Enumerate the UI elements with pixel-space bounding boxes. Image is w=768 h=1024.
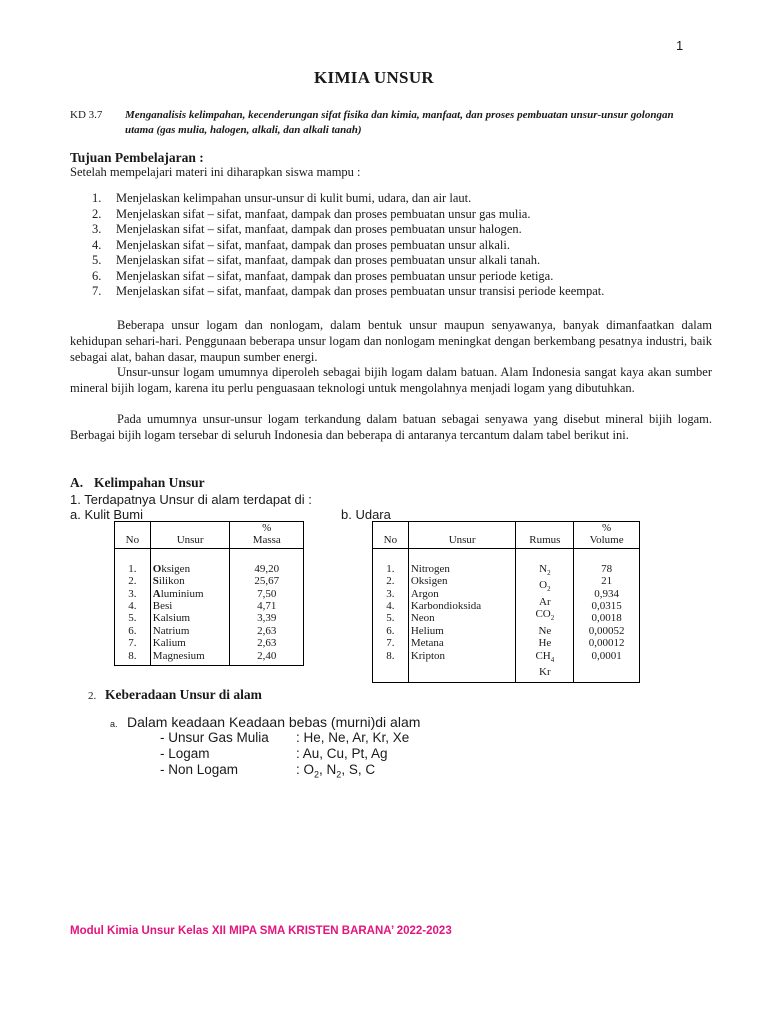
no-column: 1. 2. 3. 4. 5. 6. 7. 8. bbox=[115, 548, 151, 665]
free-element-value: : Au, Cu, Pt, Ag bbox=[296, 746, 388, 761]
header-no: No bbox=[115, 522, 151, 549]
free-element-label: - Logam bbox=[160, 746, 210, 761]
unsur-column: Oksigen Silikon Aluminium Besi Kalsium Natrium Kalium Magnesium bbox=[150, 548, 230, 665]
goal-item: 3. Menjelaskan sifat – sifat, manfaat, dampak dan proses pembuatan unsur halogen. bbox=[92, 222, 522, 236]
header-unsur: Unsur bbox=[150, 522, 230, 549]
kd-description: Menganalisis kelimpahan, kecenderungan sifat fisika dan kimia, manfaat, dan proses pembuatan unsur-unsur golongan utama (gas mulia, halogen, alkali, dan alkali tanah) bbox=[125, 109, 674, 136]
page-number: 1 bbox=[676, 38, 684, 53]
goal-item: 5. Menjelaskan sifat – sifat, manfaat, dampak dan proses pembuatan unsur alkali tanah. bbox=[92, 253, 541, 267]
table-header-row bbox=[115, 522, 304, 549]
header-no: No bbox=[373, 522, 409, 549]
section-a-heading: A. Kelimpahan Unsur bbox=[70, 475, 205, 490]
table-header-row bbox=[373, 522, 640, 549]
free-element-value: : $O_2$, $N_2$, S, C bbox=[296, 762, 376, 780]
udara-table bbox=[372, 521, 640, 683]
tujuan-intro: Setelah mempelajari materi ini diharapkan siswa mampu : bbox=[70, 165, 361, 179]
table-body bbox=[115, 548, 304, 665]
section-2a-heading: a. Dalam keadaan Keadaan bebas (murni)di alam bbox=[110, 714, 421, 730]
volume-column: 78 21 0,934 0,0315 0,0018 0,00052 0,00012 0,0001 bbox=[574, 548, 640, 682]
learning-goals-list bbox=[92, 191, 604, 300]
free-element-value: : He, Ne, Ar, Kr, Xe bbox=[296, 730, 410, 745]
section-2-heading: 2. Keberadaan Unsur di alam bbox=[88, 687, 262, 702]
massa-column: 49,20 25,67 7,50 4,71 3,39 2,63 2,63 2,40 bbox=[230, 548, 304, 665]
paragraph-3: Pada umumnya unsur-unsur logam terkandung dalam batuan sebagai senyawa yang disebut mineral bijih logam. Berbagai bijih logam tersebar di seluruh Indonesia dan beberapa di antaranya tercantum dalam tabel berikut ini. bbox=[70, 412, 712, 442]
free-element-label: - Unsur Gas Mulia bbox=[160, 730, 269, 745]
rumus-column: $N_2$ $O_2$ Ar $CO_2$ Ne He $CH_4$ Kr bbox=[516, 548, 574, 682]
goal-item: 2. Menjelaskan sifat – sifat, manfaat, dampak dan proses pembuatan unsur gas mulia. bbox=[92, 206, 531, 221]
goal-item: 1. Menjelaskan kelimpahan unsur-unsur di kulit bumi, udara, dan air laut. bbox=[92, 191, 472, 205]
header-rumus: Rumus bbox=[516, 522, 574, 549]
tujuan-heading: Tujuan Pembelajaran : bbox=[70, 150, 204, 165]
free-element-label: - Non Logam bbox=[160, 762, 239, 777]
unsur-column: Nitrogen Oksigen Argon Karbondioksida Neon Helium Metana Kripton bbox=[408, 548, 516, 682]
no-column: 1. 2. 3. 4. 5. 6. 7. 8. bbox=[373, 548, 409, 682]
section-a-item-1: 1. Terdapatnya Unsur di alam terdapat di : bbox=[70, 492, 312, 507]
paragraph-2: Unsur-unsur logam umumnya diperoleh sebagai bijih logam dalam batuan. Alam Indonesia sangat kaya akan sumber mineral bijih logam, karena itu perlu penguasaan teknologi untuk mengolahnya menjadi logam yang dibutuhkan. bbox=[70, 365, 712, 395]
document-title: KIMIA UNSUR bbox=[314, 68, 434, 87]
header-unsur: Unsur bbox=[408, 522, 516, 549]
footer-text: Modul Kimia Unsur Kelas XII MIPA SMA KRISTEN BARANA’ 2022-2023 bbox=[70, 925, 452, 937]
header-volume: % Volume bbox=[574, 522, 640, 549]
label-kulit-bumi: a. Kulit Bumi bbox=[70, 507, 143, 522]
goal-item: 6. Menjelaskan sifat – sifat, manfaat, dampak dan proses pembuatan unsur periode ketiga. bbox=[92, 268, 554, 283]
kulit-bumi-table bbox=[114, 521, 304, 666]
kd-code: KD 3.7 bbox=[70, 109, 103, 121]
label-udara: b. Udara bbox=[341, 507, 391, 522]
paragraph-1: Beberapa unsur logam dan nonlogam, dalam bentuk unsur maupun senyawanya, banyak dimanfaatkan dalam kehidupan sehari-hari. Penggunaan beberapa unsur logam dan nonlogam meningkat dengan berkembang pesatnya industri, baik sebagai alat, bahan dasar, maupun sumber energi. bbox=[70, 318, 712, 364]
table-body bbox=[373, 548, 640, 682]
header-massa: % Massa bbox=[230, 522, 304, 549]
goal-item: 4. Menjelaskan sifat – sifat, manfaat, dampak dan proses pembuatan unsur alkali. bbox=[92, 237, 510, 252]
goal-item: 7. Menjelaskan sifat – sifat, manfaat, dampak dan proses pembuatan unsur transisi periode keempat. bbox=[92, 284, 605, 298]
